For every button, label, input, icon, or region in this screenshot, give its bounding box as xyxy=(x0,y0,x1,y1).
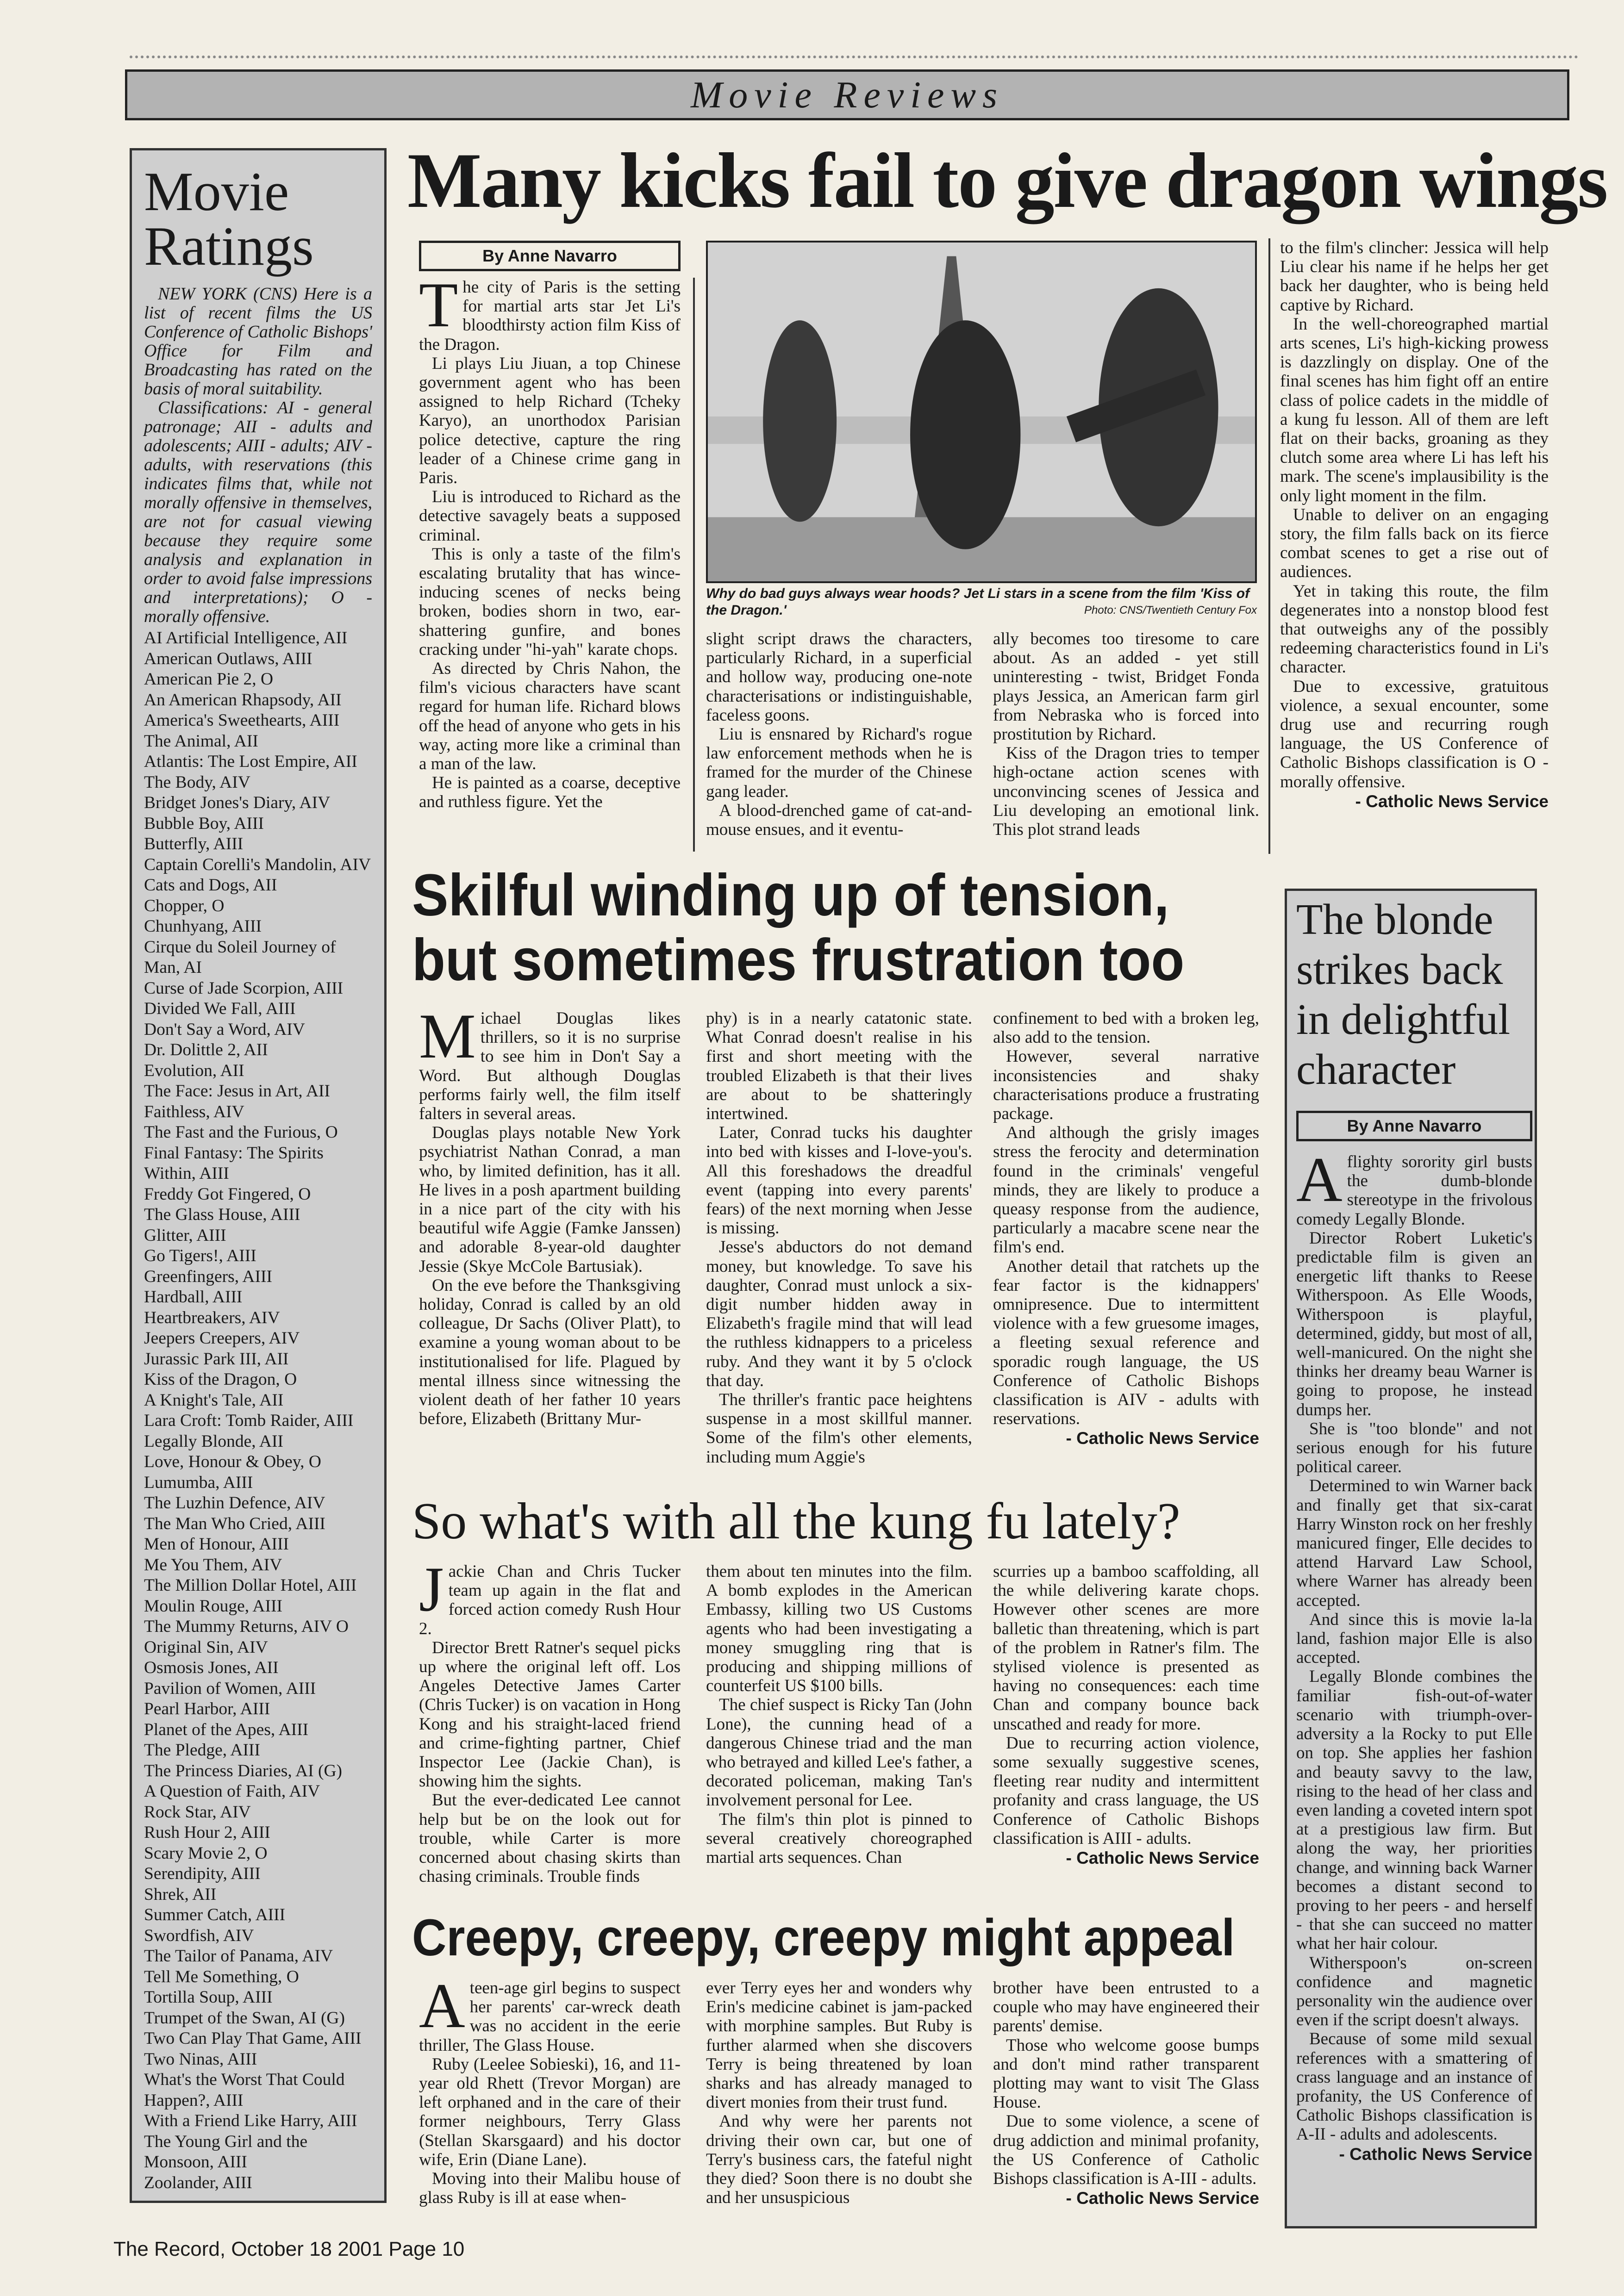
lead-paragraph: he city of Paris is the setting for martial arts star Jet Li's bloodthirsty action film Kiss of the Dragon. xyxy=(419,278,681,354)
paragraph: Director Robert Luketic's predictable film is given an energetic lift thanks to Reese Witherspoon. As Elle Woods, Witherspoon is playful, determined, giddy, but most of all, well-manicured. On the night she thinks her dreamy beau Warner is going to propose, he instead dumps her. xyxy=(1296,1228,1532,1419)
rating-entry: The Pledge, AIII xyxy=(144,1741,260,1760)
headline-dont-say-a-word xyxy=(412,863,1255,993)
paragraph: them about ten minutes into the film. A bomb explodes in the American Embassy, killing two US Customs agents who had been investigating a money smuggling ring that is producing and shipping millions of counterfeit US $100 bills. xyxy=(706,1562,972,1696)
rating-entry: Moulin Rouge, AIII xyxy=(144,1596,282,1616)
column-rule xyxy=(1268,238,1270,854)
movie-ratings-sidebar xyxy=(130,148,387,2203)
rating-entry: Pavilion of Women, AIII xyxy=(144,1679,316,1698)
drop-cap: A xyxy=(419,1970,465,2041)
rating-entry: The Tailor of Panama, AIV xyxy=(144,1947,333,1966)
paragraph: Kiss of the Dragon tries to temper high-octane action scenes with unconvincing scenes of Jessica and Liu developing an emotional link. This plot strand leads xyxy=(993,744,1259,840)
drop-cap: A xyxy=(1296,1144,1343,1215)
rating-entry: Jeepers Creepers, AIV xyxy=(144,1329,300,1348)
paragraph: The film's thin plot is pinned to several creatively choreographed martial arts sequences. Chan xyxy=(706,1810,972,1867)
photo-credit: Photo: CNS/Twentieth Century Fox xyxy=(1084,604,1257,616)
rating-entry: The Animal, AII xyxy=(144,731,258,751)
rating-entry: Chunhyang, AIII xyxy=(144,917,262,936)
rating-entry: Final Fantasy: The Spirits Within, AIII xyxy=(144,1143,324,1183)
photo-caption xyxy=(706,585,1257,619)
paragraph: Witherspoon's on-screen confidence and magnetic personality win the audience over even if the script doesn't always. xyxy=(1296,1953,1532,2030)
paragraph: A blood-drenched game of cat-and-mouse ensues, and it eventu- xyxy=(706,801,972,840)
rating-entry: Cirque du Soleil Journey of Man, AI xyxy=(144,937,336,977)
paragraph: This is only a taste of the film's escalating brutality that has wince-inducing scenes of necks being broken, bodies shorn in two, ear-shattering gunfire, and bones cracking under "hi-yah" karate chops. xyxy=(419,544,681,659)
paragraph: He is painted as a coarse, deceptive and ruthless figure. Yet the xyxy=(419,773,681,812)
article2-column-3 xyxy=(993,1009,1259,1449)
paragraph: Due to recurring action violence, some sexually suggestive scenes, fleeting rear nudity and intermittent profanity and crass language, the US Conference of Catholic Bishops classification is AIII - adults. xyxy=(993,1733,1259,1848)
rating-entry: Planet of the Apes, AIII xyxy=(144,1720,309,1739)
headline-the-glass-house: Creepy, creepy, creepy might appeal xyxy=(412,1909,1235,1966)
rating-entry: Rock Star, AIV xyxy=(144,1802,251,1822)
lead-paragraph: ackie Chan and Chris Tucker team up again in the flat and forced action comedy Rush Hour 2. xyxy=(419,1562,681,1638)
paragraph: Liu is ensnared by Richard's rogue law enforcement methods when he is framed for the murder of the Chinese gang leader. xyxy=(706,725,972,801)
rating-entry: Captain Corelli's Mandolin, AIV xyxy=(144,855,371,874)
rating-entry: America's Sweethearts, AIII xyxy=(144,711,340,730)
rating-entry: Legally Blonde, AII xyxy=(144,1431,283,1451)
paragraph: Ruby (Leelee Sobieski), 16, and 11-year old Rhett (Trevor Morgan) are left orphaned and in the care of their former neighbours, Terry Glass (Stellan Skarsgaard) and his doctor wife, Erin (Diane Lane). xyxy=(419,2054,681,2169)
rating-entry: Evolution, AII xyxy=(144,1061,244,1080)
paragraph: Another detail that ratchets up the fear factor is the kidnappers' omnipresence. Due to intermittent violence with a few gruesome images, a fleeting sexual reference and sporadic rough language, the US Conference of Catholic Bishops classification is AIV - adults with reservations. xyxy=(993,1257,1259,1429)
paragraph: slight script draws the characters, particularly Richard, in a superficial and hollow way, producing one-note characterisations or indistinguishable, faceless goons. xyxy=(706,629,972,725)
rating-entry: Butterfly, AIII xyxy=(144,834,244,853)
rating-entry: Hardball, AIII xyxy=(144,1288,243,1307)
rating-entry: Jurassic Park III, AII xyxy=(144,1349,289,1369)
top-dotted-rule xyxy=(130,56,1579,58)
paragraph: Unable to deliver on an engaging story, the film falls back on its fierce combat scenes to get a rise out of audiences. xyxy=(1280,505,1549,582)
rating-entry: Bubble Boy, AIII xyxy=(144,814,264,833)
article1-column-2 xyxy=(706,629,972,839)
rating-entry: Men of Honour, AIII xyxy=(144,1535,289,1554)
rating-entry: Divided We Fall, AIII xyxy=(144,999,296,1018)
byline: By Anne Navarro xyxy=(419,241,681,271)
paragraph: And why were her parents not driving their own car, but one of Terry's business cars, the fateful night they died? Soon there is no doubt she and her unsuspicious xyxy=(706,2112,972,2208)
paragraph: The thriller's frantic pace heightens suspense in a most skillful manner. Some of the film's other elements, including mum Aggie's xyxy=(706,1390,972,1467)
drop-cap: T xyxy=(419,269,458,340)
rating-entry: Tell Me Something, O xyxy=(144,1967,299,1986)
rating-entry: Serendipity, AIII xyxy=(144,1864,261,1883)
rating-entry: Bridget Jones's Diary, AIV xyxy=(144,793,331,812)
rating-entry: Pearl Harbor, AIII xyxy=(144,1699,270,1718)
rating-entry: Kiss of the Dragon, O xyxy=(144,1370,297,1389)
article2-column-2 xyxy=(706,1009,972,1467)
rating-entry: Chopper, O xyxy=(144,896,225,915)
rating-entry: The Million Dollar Hotel, AIII xyxy=(144,1576,357,1595)
paragraph: However, several narrative inconsistencies and shaky characterisations produce a frustrating package. xyxy=(993,1047,1259,1124)
rating-entry: Swordfish, AIV xyxy=(144,1926,254,1945)
headline-legally-blonde: The blonde strikes back in delightful character xyxy=(1296,896,1511,1094)
rating-entry: Original Sin, AIV xyxy=(144,1637,268,1657)
rating-entry: Dr. Dolittle 2, AII xyxy=(144,1040,268,1059)
ratings-list xyxy=(144,628,372,2193)
jet-li-photo xyxy=(706,241,1257,583)
sidebar-intro xyxy=(144,285,372,626)
rating-entry: Me You Them, AIV xyxy=(144,1555,282,1574)
credit-line: - Catholic News Service xyxy=(1066,2189,1259,2208)
rating-entry: Curse of Jade Scorpion, AIII xyxy=(144,978,344,998)
article4-column-2 xyxy=(706,1979,972,2207)
lead-paragraph: flighty sorority girl busts the dumb-blonde stereotype in the frivolous comedy Legally Blonde. xyxy=(1296,1152,1532,1229)
rating-entry: Two Ninas, AIII xyxy=(144,2049,257,2069)
paragraph: ally becomes too tiresome to care about. As an added - yet still uninteresting - twist, Bridget Fonda plays Jessica, an American farm girl from Nebraska who is forced into prostitution by Richard. xyxy=(993,629,1259,744)
paragraph: As directed by Chris Nahon, the film's vicious characters have scant regard for human life. Richard blows off the head of anyone who gets in his way, acting more like a criminal than a man of the law. xyxy=(419,659,681,774)
paragraph: brother have been entrusted to a couple who may have engineered their parents' demise. xyxy=(993,1979,1259,2036)
paragraph: And although the grisly images stress the ferocity and determination found in the criminals' vengeful minds, they are likely to produce a queasy response from the audience, particularly a macabre scene near the film's end. xyxy=(993,1123,1259,1257)
article1-column-4 xyxy=(1280,238,1549,812)
paragraph: In the well-choreographed martial arts scenes, Li's high-kicking prowess is dazzlingly on display. One of the final scenes has him fight off an entire class of police cadets in the middle of a kung fu lesson. All of them are left flat on their backs, groaning as they clutch some area where Li has left his mark. The scene's implausibility is the only light moment in the film. xyxy=(1280,314,1549,505)
sidebar-intro-paragraph: NEW YORK (CNS) Here is a list of recent films the US Conference of Catholic Bishops' Office for Film and Broadcasting has rated on the basis of moral suitability. xyxy=(144,284,372,398)
lead-paragraph: teen-age girl begins to suspect her parents' car-wreck death was no accident in the eerie thriller, The Glass House. xyxy=(419,1979,681,2055)
paragraph: confinement to bed with a broken leg, also add to the tension. xyxy=(993,1009,1259,1047)
rating-entry: American Pie 2, O xyxy=(144,670,274,689)
rating-entry: Heartbreakers, AIV xyxy=(144,1308,280,1327)
rating-entry: Shrek, AII xyxy=(144,1885,217,1904)
photo-illustration xyxy=(708,243,1255,581)
paragraph: Douglas plays notable New York psychiatrist Nathan Conrad, a man who, by limited definition, has it all. He lives in a posh apartment building in a nice part of the city with his beautiful wife Aggie (Famke Janssen) and adorable 8-year-old daughter Jessie (Skye McCole Bartusiak). xyxy=(419,1123,681,1276)
article5-column xyxy=(1296,1144,1532,2165)
rating-entry: Rush Hour 2, AIII xyxy=(144,1823,270,1842)
rating-entry: A Knight's Tale, AII xyxy=(144,1390,284,1410)
rating-entry: Trumpet of the Swan, AI (G) xyxy=(144,2008,345,2028)
article1-column-1 xyxy=(419,269,681,812)
headline-rush-hour-2: So what's with all the kung fu lately? xyxy=(412,1493,1181,1550)
column-rule xyxy=(693,278,695,852)
article3-column-3 xyxy=(993,1562,1259,1868)
sidebar-intro-paragraph: Classifications: AI - general patronage; AII - adults and adolescents; AIII - adults; AIV - adults, with reservations (this indicates films that, while not morally offensive in themselves, are not for casual viewing because they require some analysis and explanation in order to avoid false impressions and interpretations); O - morally offensive. xyxy=(144,398,372,626)
drop-cap: J xyxy=(419,1554,444,1624)
section-title: Movie Reviews xyxy=(125,69,1569,120)
rating-entry: Two Can Play That Game, AIII xyxy=(144,2029,362,2048)
paragraph: Due to excessive, gratuitous violence, a sexual encounter, some drug use and recurring rough language, the US Conference of Catholic Bishops classification is O - morally offensive. xyxy=(1280,677,1549,791)
caption-text: Why do bad guys always wear hoods? Jet Li stars in a scene from the film 'Kiss of the Dragon.' xyxy=(706,586,1250,618)
article3-column-2 xyxy=(706,1562,972,1867)
rating-entry: Greenfingers, AIII xyxy=(144,1267,272,1286)
rating-entry: A Question of Faith, AIV xyxy=(144,1782,320,1801)
rating-entry: The Face: Jesus in Art, AII xyxy=(144,1082,331,1101)
article1-column-3 xyxy=(993,629,1259,839)
credit-line: - Catholic News Service xyxy=(1066,1429,1259,1448)
paragraph: Moving into their Malibu house of glass Ruby is ill at ease when- xyxy=(419,2169,681,2208)
rating-entry: Lara Croft: Tomb Raider, AIII xyxy=(144,1411,354,1430)
headline-line: Skilful winding up of tension, xyxy=(412,862,1169,928)
rating-entry: Scary Movie 2, O xyxy=(144,1843,268,1863)
paragraph: Later, Conrad tucks his daughter into bed with kisses and I-love-you's. All this foreshadows the dreadful event (tapping into every parents' fears) of the next morning when Jesse is missing. xyxy=(706,1123,972,1238)
rating-entry: Atlantis: The Lost Empire, AII xyxy=(144,752,357,771)
rating-entry: Love, Honour & Obey, O xyxy=(144,1452,321,1471)
rating-entry: Lumumba, AIII xyxy=(144,1473,253,1492)
rating-entry: Glitter, AIII xyxy=(144,1226,226,1245)
rating-entry: The Luzhin Defence, AIV xyxy=(144,1493,325,1512)
credit-line: - Catholic News Service xyxy=(1355,791,1549,811)
paragraph: ever Terry eyes her and wonders why Erin's medicine cabinet is jam-packed with morphine samples. But Ruby is further alarmed when she discovers Terry is being threatened by loan sharks and has already managed to divert monies from their trust fund. xyxy=(706,1979,972,2112)
rating-entry: AI Artificial Intelligence, AII xyxy=(144,628,348,647)
paragraph: And since this is movie la-la land, fashion major Elle is also accepted. xyxy=(1296,1610,1532,1668)
rating-entry: The Glass House, AIII xyxy=(144,1205,300,1224)
credit-line: - Catholic News Service xyxy=(1339,2144,1532,2164)
rating-entry: The Body, AIV xyxy=(144,772,250,792)
rating-entry: The Mummy Returns, AIV O xyxy=(144,1617,349,1636)
paragraph: Due to some violence, a scene of drug addiction and minimal profanity, the US Conference of Catholic Bishops classification is A-III - adults. xyxy=(993,2112,1259,2189)
article2-column-1 xyxy=(419,1001,681,1429)
lead-paragraph: ichael Douglas likes thrillers, so it is no surprise to see him in Don't Say a Word. But although Douglas performs fairly well, the film itself falters in several areas. xyxy=(419,1009,681,1124)
rating-entry: The Fast and the Furious, O xyxy=(144,1123,338,1142)
paragraph: Yet in taking this route, the film degenerates into a nonstop blood fest that outweighs any of the possibly redeeming characteristics found in Li's character. xyxy=(1280,581,1549,677)
paragraph: She is "too blonde" and not serious enough for his future political career. xyxy=(1296,1419,1532,1477)
article4-column-1 xyxy=(419,1970,681,2208)
paragraph: phy) is in a nearly catatonic state. What Conrad doesn't realise in his first and short meeting with the troubled Elizabeth is that their lives are about to be shatteringly intertwined. xyxy=(706,1009,972,1124)
rating-entry: Tortilla Soup, AIII xyxy=(144,1988,273,2007)
paragraph: scurries up a bamboo scaffolding, all the while delivering karate chops. However other scenes are more balletic than threatening, which is part of the problem in Ratner's film. The stylised violence is presented as having no consequences: each time Chan and company bounce back unscathed and ready for more. xyxy=(993,1562,1259,1734)
paragraph: Legally Blonde combines the familiar fish-out-of-water scenario with triumph-over-adversity a la Rocky to put Elle on top. She applies her fashion and beauty savvy to the law, rising to the head of her class and even landing a coveted intern spot at a prestigious law firm. But along the way, her priorities change, and winning back Warner becomes a distant second to proving to her peers - and herself - that she can succeed no matter what her hair colour. xyxy=(1296,1667,1532,1954)
rating-entry: American Outlaws, AIII xyxy=(144,649,312,668)
rating-entry: The Princess Diaries, AI (G) xyxy=(144,1761,343,1780)
paragraph: On the eve before the Thanksgiving holiday, Conrad is called by an old colleague, Dr Sachs (Oliver Platt), to examine a young woman about to be institutionalised for life. Plagued by mental illness since witnessing the violent death of her father 10 years before, Elizabeth (Brittany Mur- xyxy=(419,1276,681,1429)
paragraph: The chief suspect is Ricky Tan (John Lone), the cunning head of a dangerous Chinese triad and the man who betrayed and killed Lee's father, a decorated policeman, making Tan's involvement personal for Lee. xyxy=(706,1695,972,1810)
paragraph: Jesse's abductors do not demand money, but knowledge. To save his daughter, Conrad must unlock a six-digit number hidden away in Elizabeth's fragile mind that will lead the ruthless kidnappers to a priceless ruby. And they want it by 5 o'clock that day. xyxy=(706,1238,972,1390)
byline: By Anne Navarro xyxy=(1296,1111,1532,1141)
headline-kiss-of-the-dragon: Many kicks fail to give dragon wings xyxy=(407,137,1607,224)
rating-entry: With a Friend Like Harry, AIII xyxy=(144,2111,357,2130)
article3-column-1 xyxy=(419,1554,681,1886)
rating-entry: The Man Who Cried, AIII xyxy=(144,1514,325,1533)
credit-line: - Catholic News Service xyxy=(1066,1848,1259,1868)
rating-entry: Faithless, AIV xyxy=(144,1102,244,1121)
rating-entry: Osmosis Jones, AII xyxy=(144,1658,279,1677)
paragraph: to the film's clincher: Jessica will help Liu clear his name if he helps her get back her daughter, who is being held captive by Richard. xyxy=(1280,238,1549,315)
rating-entry: The Young Girl and the Monsoon, AIII xyxy=(144,2132,308,2172)
paragraph: But the ever-dedicated Lee cannot help but be on the look out for trouble, while Carter is more concerned about chasing skirts than chasing criminals. Trouble finds xyxy=(419,1791,681,1886)
paragraph: Because of some mild sexual references with a smattering of crass language and an instance of profanity, the US Conference of Catholic Bishops classification is A-II - adults and adolescents. xyxy=(1296,2029,1532,2144)
paragraph: Liu is introduced to Richard as the detective savagely beats a supposed criminal. xyxy=(419,487,681,545)
rating-entry: Go Tigers!, AIII xyxy=(144,1246,256,1265)
headline-line: but sometimes frustration too xyxy=(412,927,1185,993)
rating-entry: An American Rhapsody, AII xyxy=(144,690,342,709)
sidebar-title: Movie Ratings xyxy=(144,161,314,277)
drop-cap: M xyxy=(419,1001,476,1071)
rating-entry: Zoolander, AIII xyxy=(144,2173,252,2192)
paragraph: Determined to win Warner back and finally get that six-carat Harry Winston rock on her freshly manicured finger, Elle decides to attend Harvard Law School, where Warner has already been accepted. xyxy=(1296,1476,1532,1610)
paragraph: Li plays Liu Jiuan, a top Chinese government agent who has been assigned to help Richard (Tcheky Karyo), an unorthodox Parisian police detective, capture the ring leader of a Chinese crime gang in Paris. xyxy=(419,354,681,488)
page-footer: The Record, October 18 2001 Page 10 xyxy=(113,2238,465,2260)
paragraph: Director Brett Ratner's sequel picks up where the original left off. Los Angeles Detective James Carter (Chris Tucker) is on vacation in Hong Kong and his straight-laced friend and crime-fighting partner, Chief Inspector Lee (Jackie Chan), is showing him the sights. xyxy=(419,1638,681,1791)
paragraph: Those who welcome goose bumps and don't mind rather transparent plotting may want to visit The Glass House. xyxy=(993,2035,1259,2112)
article4-column-3 xyxy=(993,1979,1259,2209)
rating-entry: Summer Catch, AIII xyxy=(144,1905,286,1924)
rating-entry: Cats and Dogs, AII xyxy=(144,876,277,895)
rating-entry: Don't Say a Word, AIV xyxy=(144,1020,305,1039)
rating-entry: Freddy Got Fingered, O xyxy=(144,1184,311,1204)
rating-entry: What's the Worst That Could Happen?, AIII xyxy=(144,2070,345,2110)
